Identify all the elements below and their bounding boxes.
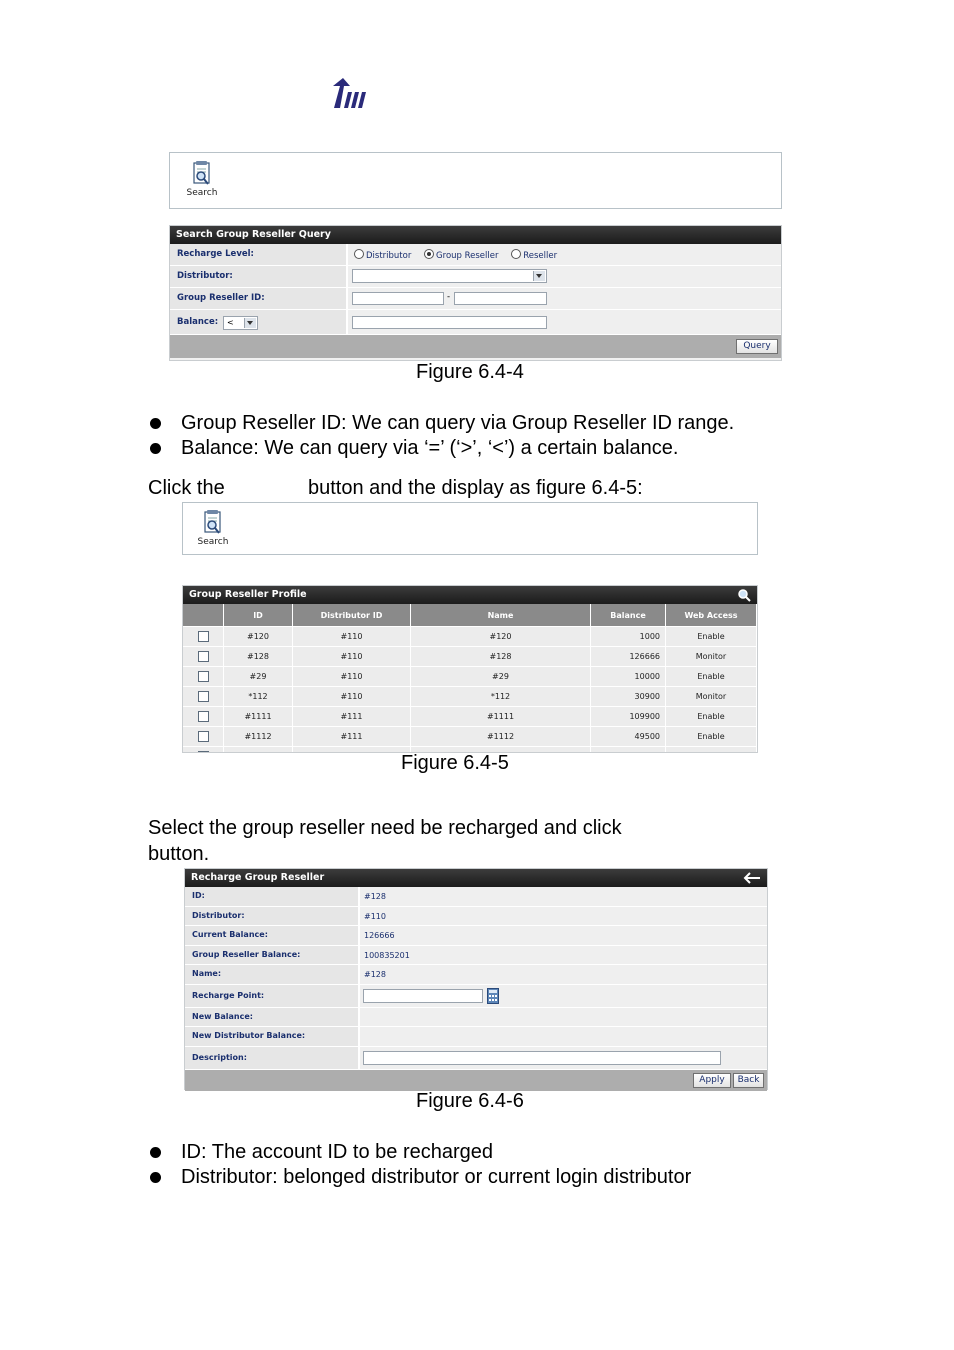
- table-cell: #128: [411, 647, 591, 667]
- row-checkbox[interactable]: [198, 711, 209, 722]
- table-cell: #110: [293, 647, 411, 667]
- table-cell: Enable: [666, 667, 757, 687]
- form-label: New Balance:: [185, 1008, 360, 1027]
- table-cell: #111: [293, 727, 411, 747]
- chevron-down-icon: [244, 318, 256, 328]
- search-query-panel: [169, 225, 782, 361]
- table-row[interactable]: [183, 627, 757, 647]
- table-row[interactable]: [183, 687, 757, 707]
- panel-title: Group Reseller Profile: [189, 589, 307, 600]
- row-checkbox-cell: [183, 627, 224, 647]
- figure-caption: Figure 6.4-4: [416, 361, 524, 383]
- table-cell: 49500: [591, 727, 666, 747]
- group-reseller-profile-panel: [182, 585, 758, 753]
- panel-title: Search Group Reseller Query: [170, 226, 781, 244]
- query-button[interactable]: Query: [736, 339, 778, 354]
- form-label: Description:: [185, 1047, 360, 1069]
- row-checkbox[interactable]: [198, 691, 209, 702]
- table-cell: #128: [224, 647, 293, 667]
- panel-title: Recharge Group Reseller: [191, 872, 325, 883]
- search-icon[interactable]: [737, 588, 751, 602]
- bullet-text: Group Reseller ID: We can query via Group Reseller ID range.: [181, 412, 735, 434]
- bullet-text: Distributor: belonged distributor or current login distributor: [181, 1166, 692, 1188]
- form-value: [360, 926, 767, 945]
- form-value-text: #128: [364, 970, 386, 979]
- row-checkbox-cell: [183, 647, 224, 667]
- table-cell: #111: [293, 707, 411, 727]
- table-cell: Enable: [666, 627, 757, 647]
- form-label: ID:: [185, 887, 360, 906]
- form-label: Current Balance:: [185, 926, 360, 945]
- table-cell: #1111: [411, 707, 591, 727]
- table-cell: #120: [224, 627, 293, 647]
- table-cell: [666, 747, 757, 754]
- id-from-input[interactable]: [352, 292, 444, 305]
- form-row: [185, 907, 767, 927]
- instruction-text: button and the display as figure 6.4-5:: [308, 477, 643, 499]
- form-value: [360, 1047, 767, 1069]
- bullet-dot: [150, 418, 161, 429]
- form-value-text: #110: [364, 911, 386, 921]
- form-label: New Distributor Balance:: [185, 1027, 360, 1046]
- form-value: [360, 1008, 767, 1027]
- panel-footer: [185, 1070, 767, 1091]
- table-row[interactable]: [183, 707, 757, 727]
- search-button[interactable]: [193, 510, 233, 547]
- row-checkbox[interactable]: [198, 651, 209, 662]
- form-row: [185, 926, 767, 946]
- instruction-text: Select the group reseller need be recharged and click: [148, 817, 622, 839]
- table-cell: Monitor: [666, 647, 757, 667]
- back-arrow-icon[interactable]: [743, 872, 761, 884]
- table-cell: #1112: [224, 727, 293, 747]
- recharge-level-label: Recharge Level:: [170, 244, 348, 265]
- instruction-text: Click the: [148, 477, 225, 499]
- radio-distributor[interactable]: Distributor: [354, 251, 411, 261]
- form-value-text: #128: [364, 892, 386, 901]
- table-cell: #110: [293, 667, 411, 687]
- table-cell: *112: [224, 687, 293, 707]
- table-cell: #29: [224, 667, 293, 687]
- chevron-down-icon: [533, 271, 545, 281]
- bullet-dot: [150, 1147, 161, 1158]
- form-value: [360, 985, 767, 1007]
- form-row: [185, 965, 767, 985]
- table-cell: 10000: [591, 667, 666, 687]
- panel-footer: [170, 335, 781, 358]
- form-row: [185, 1008, 767, 1028]
- column-header: Web Access: [666, 604, 757, 627]
- instruction-text: button.: [148, 843, 210, 865]
- table-cell: *112: [411, 687, 591, 707]
- table-cell: Enable: [666, 727, 757, 747]
- group-reseller-id-label: Group Reseller ID:: [170, 288, 348, 309]
- table-cell: Monitor: [666, 687, 757, 707]
- form-value-text: 100835201: [364, 950, 410, 960]
- back-button[interactable]: Back: [733, 1073, 764, 1088]
- apply-button[interactable]: Apply: [693, 1073, 731, 1088]
- search-icon: [191, 161, 213, 187]
- form-value: [360, 946, 767, 965]
- radio-group-reseller[interactable]: Group Reseller: [424, 251, 498, 261]
- table-cell: #120: [411, 627, 591, 647]
- balance-operator-select[interactable]: <: [223, 316, 258, 330]
- bullet-dot: [150, 1172, 161, 1183]
- form-value: [360, 1027, 767, 1046]
- table-row[interactable]: [183, 667, 757, 687]
- table-cell: [591, 747, 666, 754]
- bullet-text: Balance: We can query via ‘=’ (‘>’, ‘<’) a certain balance.: [181, 437, 679, 459]
- table-cell: #1111: [224, 707, 293, 727]
- form-row: [185, 1047, 767, 1070]
- company-logo: [330, 78, 370, 110]
- form-row: [185, 887, 767, 907]
- figure-caption: Figure 6.4-6: [416, 1090, 524, 1112]
- id-range-separator: -: [447, 292, 451, 302]
- form-value: [360, 907, 767, 926]
- row-checkbox-cell: [183, 727, 224, 747]
- bullet-dot: [150, 443, 161, 454]
- table-cell: 126666: [591, 647, 666, 667]
- recharge-point-input[interactable]: [363, 989, 483, 1003]
- table-cell: Enable: [666, 707, 757, 727]
- form-value-text: 126666: [364, 931, 395, 940]
- id-to-input[interactable]: [454, 292, 547, 305]
- column-header: Distributor ID: [293, 604, 411, 627]
- figure-caption: Figure 6.4-5: [401, 752, 509, 774]
- balance-label: Balance:: [177, 317, 219, 327]
- balance-input[interactable]: [352, 316, 547, 329]
- column-header: Name: [411, 604, 591, 627]
- search-label: Search: [186, 188, 218, 198]
- form-value: [360, 887, 767, 906]
- table-cell: #110: [293, 627, 411, 647]
- calculator-icon[interactable]: [487, 988, 499, 1004]
- row-checkbox[interactable]: [198, 631, 209, 642]
- row-checkbox-cell: [183, 687, 224, 707]
- search-icon: [202, 510, 224, 536]
- search-toolbar: [182, 502, 758, 555]
- form-label: Recharge Point:: [185, 985, 360, 1007]
- row-checkbox[interactable]: [198, 671, 209, 682]
- distributor-select[interactable]: [352, 269, 547, 283]
- description-input[interactable]: [363, 1051, 721, 1065]
- row-checkbox-cell: [183, 747, 224, 754]
- table-row[interactable]: [183, 647, 757, 667]
- row-checkbox-cell: [183, 667, 224, 687]
- form-row: [185, 1027, 767, 1047]
- row-checkbox[interactable]: [198, 751, 209, 753]
- table-cell: 1000: [591, 627, 666, 647]
- distributor-label: Distributor:: [170, 266, 348, 287]
- row-checkbox[interactable]: [198, 731, 209, 742]
- table-cell: #110: [293, 687, 411, 707]
- table-cell: 30900: [591, 687, 666, 707]
- table-cell: [293, 747, 411, 754]
- form-row: [185, 985, 767, 1008]
- table-cell: 109900: [591, 707, 666, 727]
- search-label: Search: [197, 537, 229, 547]
- row-checkbox-cell: [183, 707, 224, 727]
- table-cell: [224, 747, 293, 754]
- group-reseller-table: [183, 604, 757, 753]
- table-row[interactable]: [183, 727, 757, 747]
- table-cell: #29: [411, 667, 591, 687]
- form-value: [360, 965, 767, 984]
- table-cell: #1112: [411, 727, 591, 747]
- form-label: Name:: [185, 965, 360, 984]
- recharge-group-reseller-panel: [184, 868, 768, 1090]
- form-row: [185, 946, 767, 966]
- select-column-header: [183, 604, 224, 627]
- form-label: Distributor:: [185, 907, 360, 926]
- radio-reseller[interactable]: Reseller: [511, 251, 557, 261]
- bullet-text: ID: The account ID to be recharged: [181, 1141, 494, 1163]
- column-header: Balance: [591, 604, 666, 627]
- form-label: Group Reseller Balance:: [185, 946, 360, 965]
- column-header: ID: [224, 604, 293, 627]
- search-button[interactable]: [182, 161, 222, 198]
- search-toolbar: [169, 152, 782, 209]
